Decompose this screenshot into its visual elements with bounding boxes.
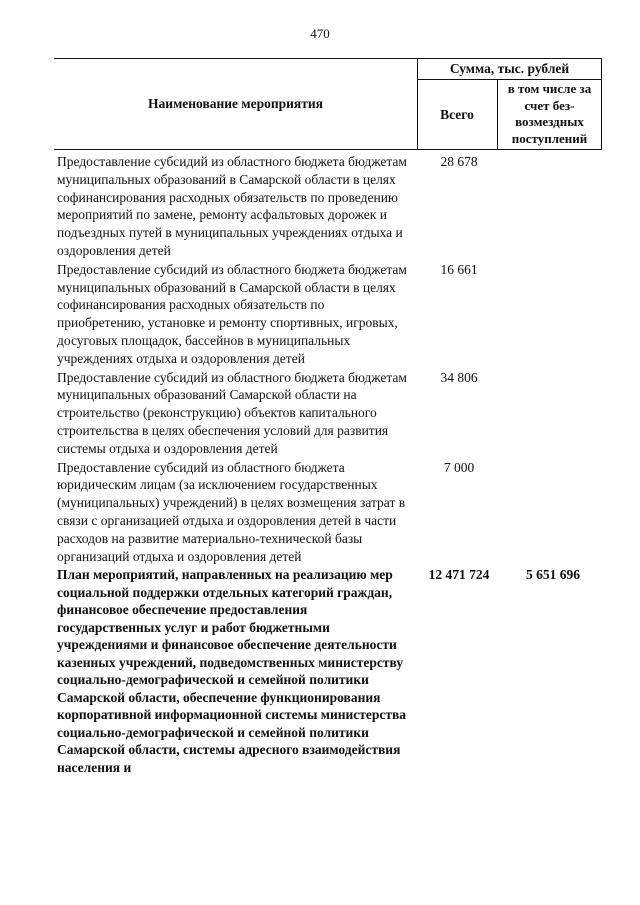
row-including [501, 369, 605, 458]
row-total: 12 471 724 [428, 567, 490, 583]
row-including [501, 261, 605, 368]
table-row [57, 369, 605, 458]
row-total: 34 806 [440, 369, 478, 385]
row-including [501, 459, 605, 566]
row-including: 5 651 696 [526, 567, 580, 583]
table-row [57, 153, 605, 260]
page-number: 470 [310, 26, 330, 41]
row-name: План мероприятий, направленных на реализацию мер социальной поддержки отдельных категорий граждан, финансовое обеспечение предоставления государственных услуг и работ бюджетными учреждениями и финансовое обеспечение деятельности казенных учреждений, подведомственных министерству социально-демографической и семейной политики Самарской области, обеспечение функционирования корпоративной информационной системы министерства социально-демографической и семейной политики Самарской области, системы адресного взаимодействия населения и [57, 567, 407, 775]
row-including [501, 153, 605, 260]
header-sum-column: Сумма, тыс. рублей [449, 60, 570, 76]
row-total: 28 678 [440, 154, 478, 169]
row-name: Предоставление субсидий из областного бюджета бюджетам муниципальных образований в Самарской области в целях софинансирования расходных обязательств по проведению мероприятий по замене, ремонту асфальтовых дорожек и подъездных путей в муниципальных учреждениях отдыха и оздоровления детей [57, 154, 407, 258]
row-total: 16 661 [440, 261, 478, 277]
row-name: Предоставление субсидий из областного бюджета юридическим лицам (за исключением государственных (муниципальных) учреждений) в целях возмещения затрат в связи с организацией отдыха и оздоровления детей в части расходов на развитие материально-технической базы организаций отдыха и оздоровления детей [57, 459, 406, 564]
row-name: Предоставление субсидий из областного бюджета бюджетам муниципальных образований Самарской области на строительство (реконструкцию) объектов капитального строительства в целях обеспечения условий для развития системы отдыха и оздоровления детей [57, 369, 407, 456]
header-total-column: Всего [440, 106, 474, 122]
header-including-column: в том числе за счет без-возмездных поступлений [507, 81, 592, 146]
row-name: Предоставление субсидий из областного бюджета бюджетам муниципальных образований в Самарской области в целях софинансирования расходных обязательств по приобретению, установке и ремонту спортивных, игровых, досуговых площадок, бассейнов в муниципальных учреждениях отдыха и оздоровления детей [57, 261, 407, 366]
table-body [57, 153, 605, 777]
table-row [57, 566, 605, 776]
table-header [54, 58, 602, 150]
row-total: 7 000 [443, 459, 475, 475]
table-row [57, 459, 605, 566]
header-name-column: Наименование мероприятия [148, 96, 323, 111]
table-row [57, 261, 605, 368]
